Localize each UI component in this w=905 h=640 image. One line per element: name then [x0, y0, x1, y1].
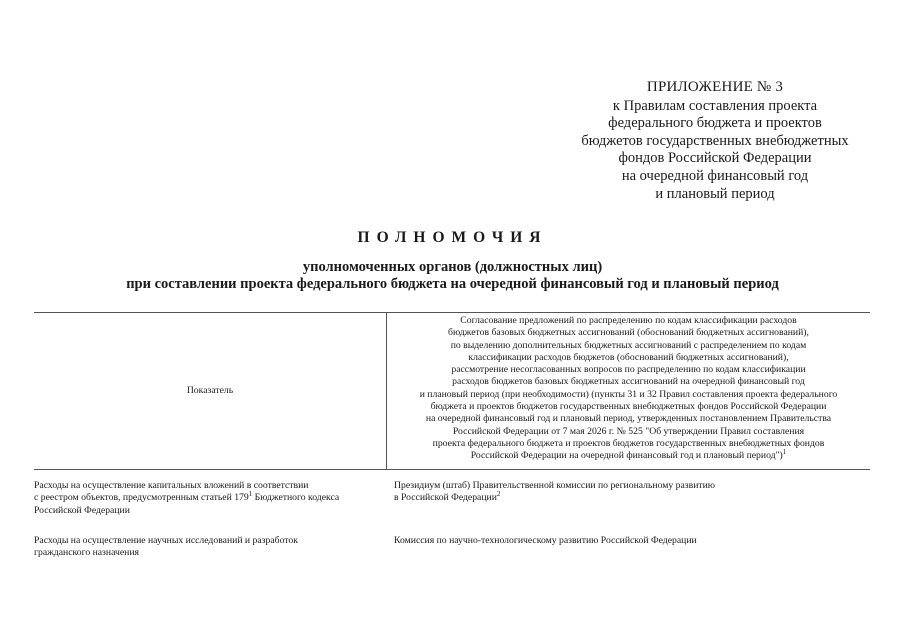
cell-line: Расходы на осуществление научных исследований и разработок — [34, 534, 298, 546]
appendix-block — [560, 79, 870, 203]
subtitle-line: при составлении проекта федерального бюджета на очередной финансовый год и плановый период — [126, 276, 779, 292]
header-line: Российской Федерации от 7 мая 2026 г. № 525 "Об утверждении Правил составления — [452, 425, 805, 437]
subtitle-line: уполномоченных органов (должностных лиц) — [302, 259, 603, 275]
cell-text: в Российской Федерации — [394, 492, 497, 504]
header-line: классификации расходов бюджетов (обоснований бюджетных ассигнований), — [468, 351, 789, 363]
appendix-line: фондов Российской Федерации — [618, 150, 812, 167]
document-subtitle — [0, 259, 905, 293]
table-row — [34, 535, 870, 560]
footnote-ref: 2 — [496, 490, 501, 499]
header-line-text: Российской Федерации на очередной финансовый год и плановый период") — [470, 450, 783, 462]
header-indicator — [34, 313, 387, 469]
header-line: рассмотрение несогласованных вопросов по распределению по кодам классификации — [451, 364, 806, 376]
appendix-line: на очередной финансовый год — [621, 167, 809, 184]
appendix-line: и плановый период — [655, 185, 775, 202]
table-row — [34, 480, 870, 517]
header-line — [391, 450, 866, 462]
cell-line: Расходы на осуществление капитальных вложений в соответствии — [34, 480, 309, 491]
indicator-cell — [34, 480, 386, 517]
authority-cell — [386, 535, 870, 560]
cell-line — [394, 492, 870, 504]
header-authority — [387, 313, 870, 469]
superscript: 1 — [248, 490, 253, 499]
cell-text: Бюджетного кодекса — [252, 492, 340, 504]
appendix-line: бюджетов государственных внебюджетных — [581, 132, 849, 149]
cell-line: Комиссия по научно-технологическому развитию Российской Федерации — [394, 534, 697, 546]
appendix-line: к Правилам составления проекта — [612, 97, 818, 114]
title-block — [0, 229, 905, 293]
authority-cell — [386, 480, 870, 517]
indicator-cell — [34, 535, 386, 560]
cell-line: гражданского назначения — [34, 547, 139, 559]
appendix-line: федерального бюджета и проектов — [608, 115, 822, 132]
document-title: ПОЛНОМОЧИЯ — [357, 229, 548, 246]
header-line: по выделению дополнительных бюджетных ассигнований с распределением по кодам — [450, 339, 807, 351]
header-line: и плановый период (при необходимости) (пункты 31 и 32 Правил составления проекта федерального — [419, 388, 838, 400]
header-line: Согласование предложений по распределению по кодам классификации расходов — [460, 315, 797, 326]
cell-line: Российской Федерации — [34, 504, 130, 516]
cell-text: с реестром объектов, предусмотренным статьей 179 — [34, 492, 249, 504]
header-line: бюджета и проектов бюджетов государственных внебюджетных фондов Российской Федерации — [430, 401, 827, 413]
header-line: расходов бюджетов базовых бюджетных ассигнований на очередной финансовый год — [452, 376, 805, 388]
header-line: на очередной финансовый год и плановый период, утвержденных постановлением Правительства — [425, 413, 832, 425]
header-indicator-label: Показатель — [186, 384, 234, 396]
appendix-heading: ПРИЛОЖЕНИЕ № 3 — [646, 79, 784, 95]
header-line: проекта федерального бюджета и проектов бюджетов государственных внебюджетных фондов — [432, 437, 825, 449]
authority-table — [34, 312, 870, 559]
cell-line: Президиум (штаб) Правительственной комиссии по региональному развитию — [394, 480, 716, 491]
footnote-ref: 1 — [782, 448, 787, 457]
cell-line — [34, 492, 378, 504]
table-header — [34, 313, 870, 470]
header-line: бюджетов базовых бюджетных ассигнований (обоснований бюджетных ассигнований), — [448, 327, 809, 339]
